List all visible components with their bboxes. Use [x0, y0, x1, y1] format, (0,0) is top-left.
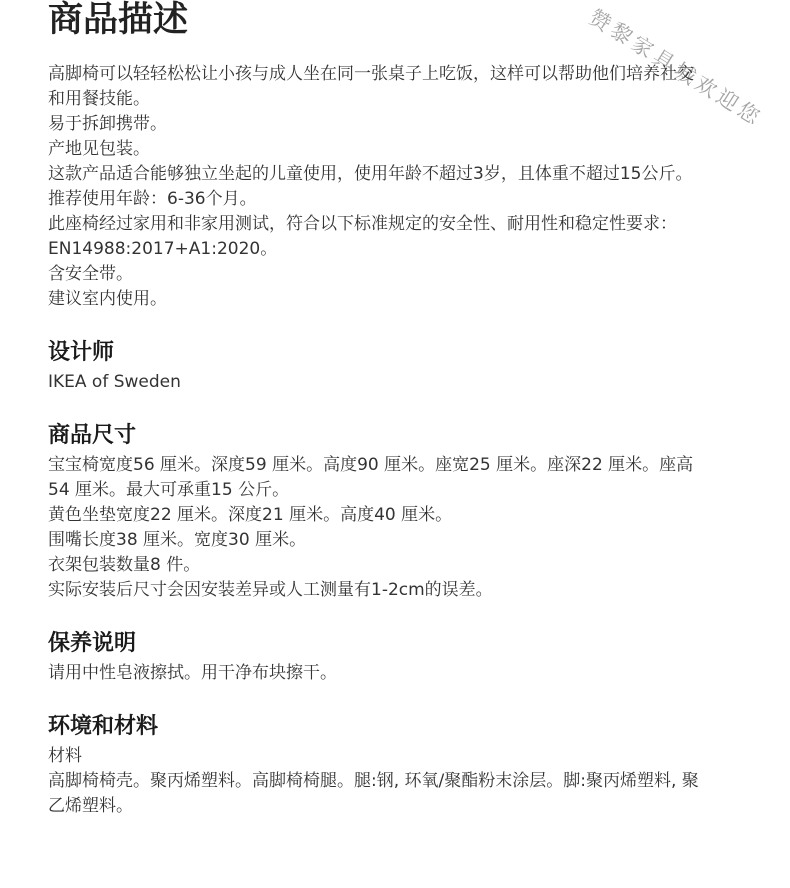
- description-line: 易于拆卸携带。: [48, 114, 167, 134]
- description-line: 高脚椅可以轻轻松松让小孩与成人坐在同一张桌子上吃饭，这样可以帮助他们培养社交: [48, 64, 694, 84]
- dimensions-line: 黄色坐垫宽度22 厘米。深度21 厘米。高度40 厘米。: [48, 505, 453, 525]
- materials-section: [48, 712, 758, 819]
- designer-heading: 设计师: [48, 340, 115, 365]
- materials-label: 材料: [48, 746, 82, 766]
- dimensions-line: 围嘴长度38 厘米。宽度30 厘米。: [48, 530, 307, 550]
- description-line: EN14988:2017+A1:2020。: [48, 239, 278, 259]
- dimensions-line: 衣架包装数量8 件。: [48, 555, 201, 575]
- care-heading: 保养说明: [48, 631, 137, 656]
- designer-name: IKEA of Sweden: [48, 372, 181, 392]
- materials-heading: 环境和材料: [48, 714, 159, 739]
- dimensions-section: [48, 421, 758, 603]
- care-line: 请用中性皂液擦拭。用干净布块擦干。: [48, 663, 337, 683]
- designer-section: [48, 338, 758, 395]
- description-line: 这款产品适合能够独立坐起的儿童使用，使用年龄不超过3岁，且体重不超过15公斤。: [48, 164, 693, 184]
- watermark: 赞黎家具城欢迎您: [584, 4, 768, 132]
- dimensions-heading: 商品尺寸: [48, 423, 137, 448]
- product-description-page: [48, 0, 758, 819]
- dimensions-line: 54 厘米。最大可承重15 公斤。: [48, 480, 290, 500]
- materials-line: 高脚椅椅壳。聚丙烯塑料。高脚椅椅腿。腿:钢, 环氧/聚酯粉末涂层。脚:聚丙烯塑料, 聚: [48, 771, 699, 791]
- materials-line: 乙烯塑料。: [48, 796, 133, 816]
- description-line: 产地见包装。: [48, 139, 150, 159]
- description-line: 推荐使用年龄：6-36个月。: [48, 189, 257, 209]
- dimensions-line: 实际安装后尺寸会因安装差异或人工测量有1-2cm的误差。: [48, 580, 493, 600]
- description-line: 建议室内使用。: [48, 289, 167, 309]
- description-line: 含安全带。: [48, 264, 133, 284]
- description-section: [48, 62, 758, 312]
- dimensions-line: 宝宝椅宽度56 厘米。深度59 厘米。高度90 厘米。座宽25 厘米。座深22 厘米。座高: [48, 455, 694, 475]
- description-line: 和用餐技能。: [48, 89, 150, 109]
- description-line: 此座椅经过家用和非家用测试，符合以下标准规定的安全性、耐用性和稳定性要求：: [48, 214, 677, 234]
- care-section: [48, 629, 758, 686]
- page-title: 商品描述: [48, 0, 189, 40]
